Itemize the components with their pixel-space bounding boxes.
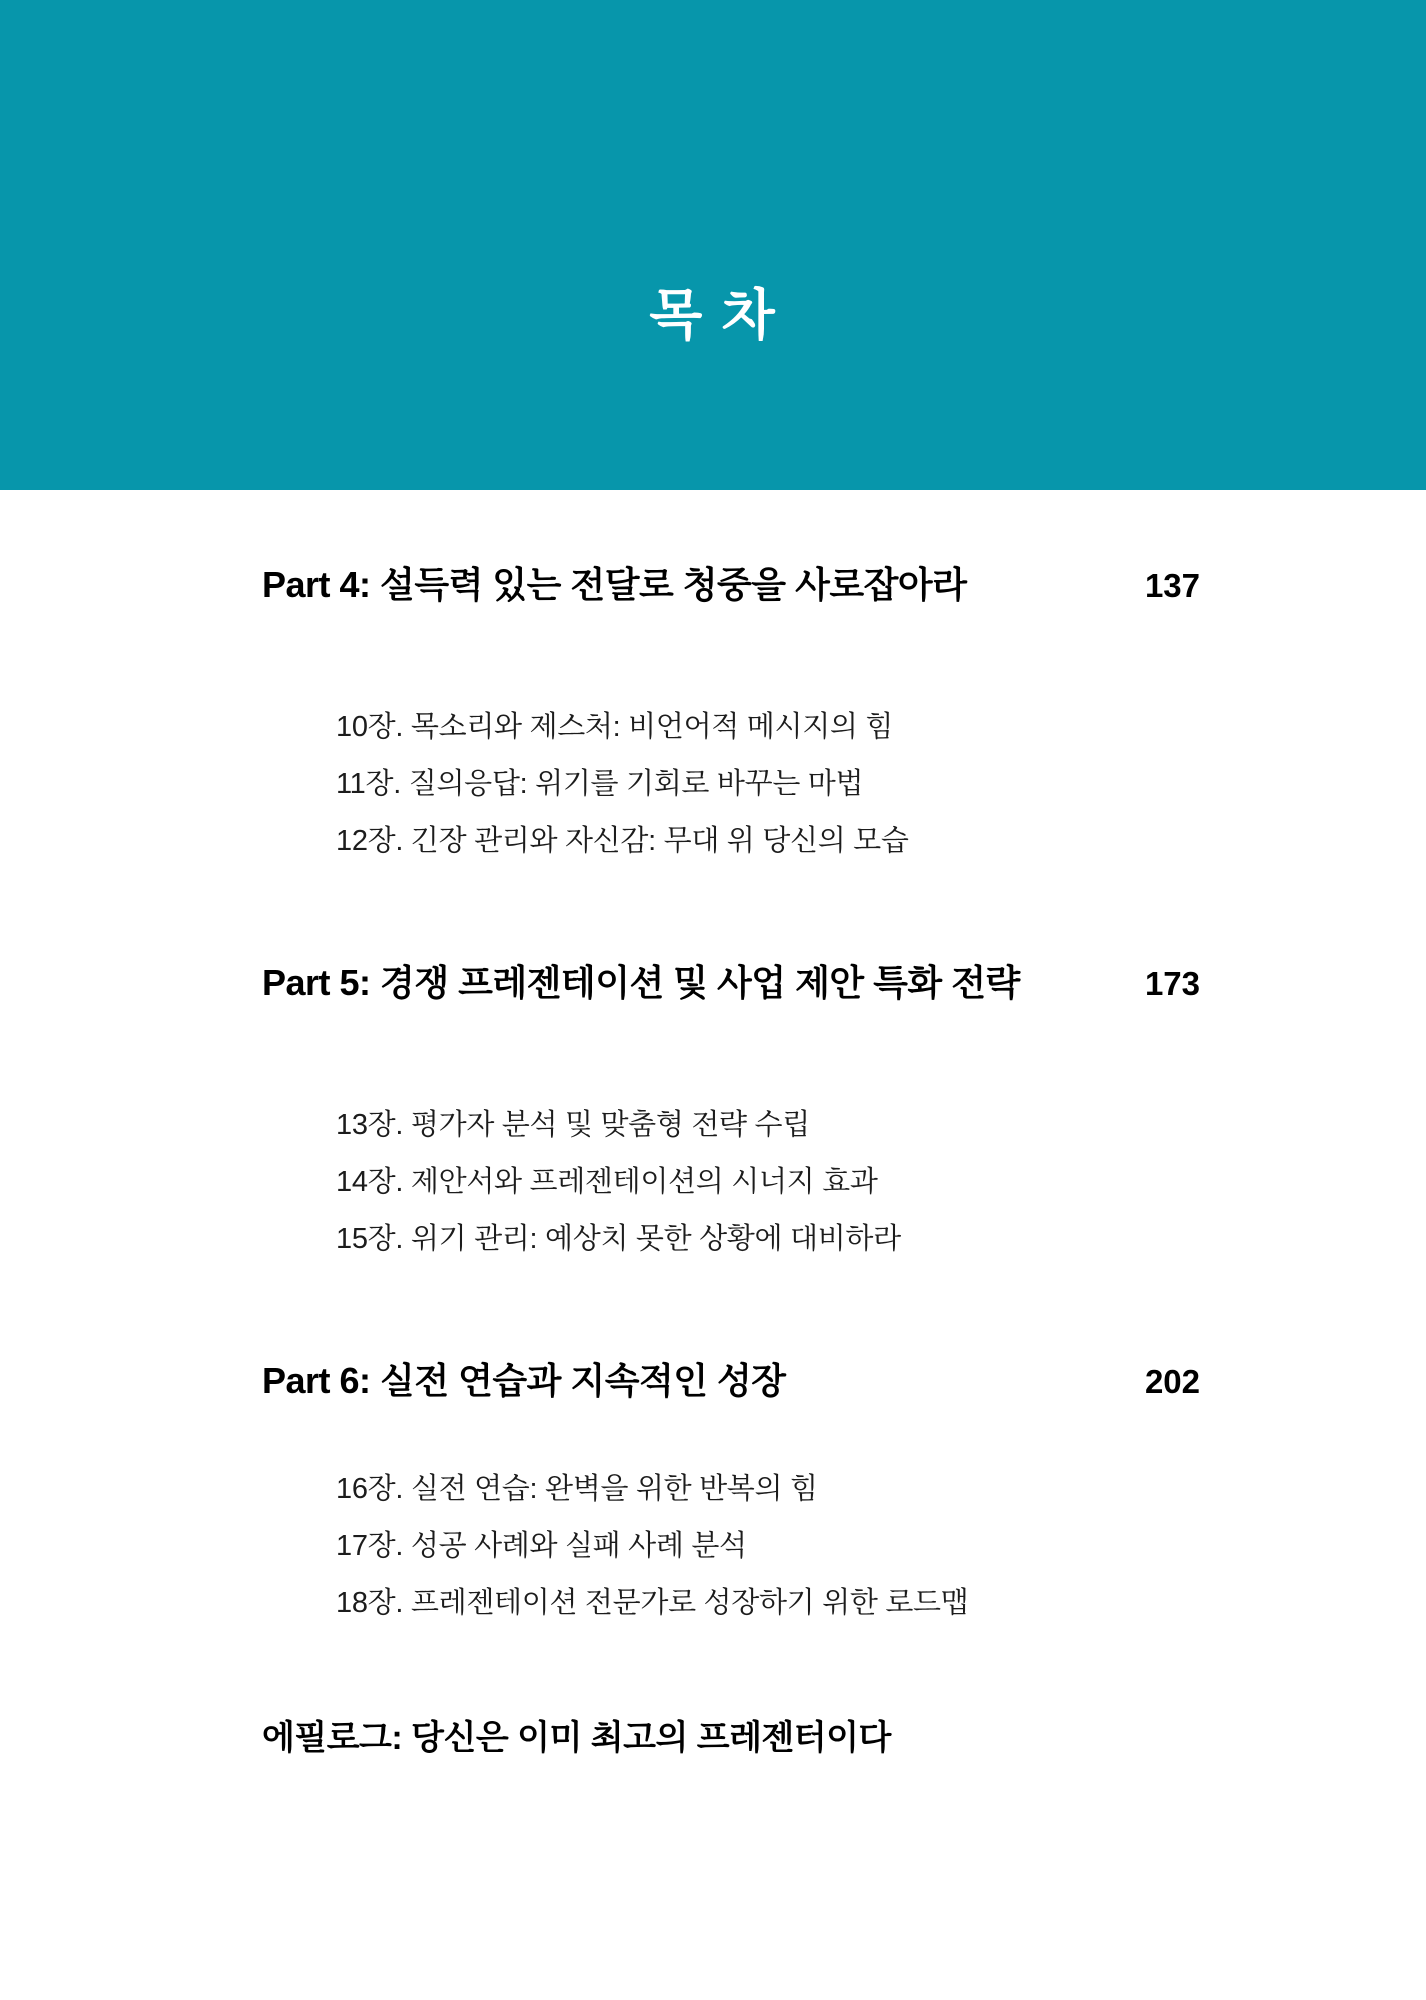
part-heading-row — [262, 1360, 1200, 1403]
part-6-chapter-list — [336, 1461, 1200, 1632]
part-5-page-number: 173 — [1144, 965, 1200, 1002]
toc-part-6 — [262, 1360, 1200, 1632]
chapter-item-12: 12장. 긴장 관리와 자신감: 무대 위 당신의 모습 — [336, 825, 909, 857]
toc-part-4 — [262, 564, 1200, 870]
part-heading-row — [262, 564, 1200, 607]
chapter-item-13: 13장. 평가자 분석 및 맞춤형 전략 수립 — [336, 1109, 810, 1141]
chapter-item-11: 11장. 질의응답: 위기를 기회로 바꾸는 마법 — [336, 768, 864, 800]
part-5-title: Part 5: 경쟁 프레젠테이션 및 사업 제안 특화 전략 — [262, 962, 1020, 1003]
part-4-page-number: 137 — [1144, 567, 1200, 604]
chapter-item-18: 18장. 프레젠테이션 전문가로 성장하기 위한 로드맵 — [336, 1587, 969, 1619]
epilogue-heading: 에필로그: 당신은 이미 최고의 프레젠터이다 — [262, 1719, 891, 1757]
chapter-item-14: 14장. 제안서와 프레젠테이션의 시너지 효과 — [336, 1166, 878, 1198]
part-4-chapter-list — [336, 699, 1200, 870]
part-6-title: Part 6: 실전 연습과 지속적인 성장 — [262, 1360, 786, 1401]
page-title: 목 차 — [649, 284, 777, 346]
header-band — [0, 0, 1426, 490]
part-5-chapter-list — [336, 1097, 1200, 1268]
part-heading-row — [262, 962, 1200, 1005]
part-6-page-number: 202 — [1144, 1363, 1200, 1400]
chapter-item-16: 16장. 실전 연습: 완벽을 위한 반복의 힘 — [336, 1473, 818, 1505]
chapter-item-17: 17장. 성공 사례와 실패 사례 분석 — [336, 1530, 747, 1562]
toc-content — [0, 564, 1426, 1760]
part-4-title: Part 4: 설득력 있는 전달로 청중을 사로잡아라 — [262, 564, 967, 605]
chapter-item-15: 15장. 위기 관리: 예상치 못한 상황에 대비하라 — [336, 1223, 901, 1255]
toc-part-5 — [262, 962, 1200, 1268]
chapter-item-10: 10장. 목소리와 제스처: 비언어적 메시지의 힘 — [336, 711, 894, 743]
